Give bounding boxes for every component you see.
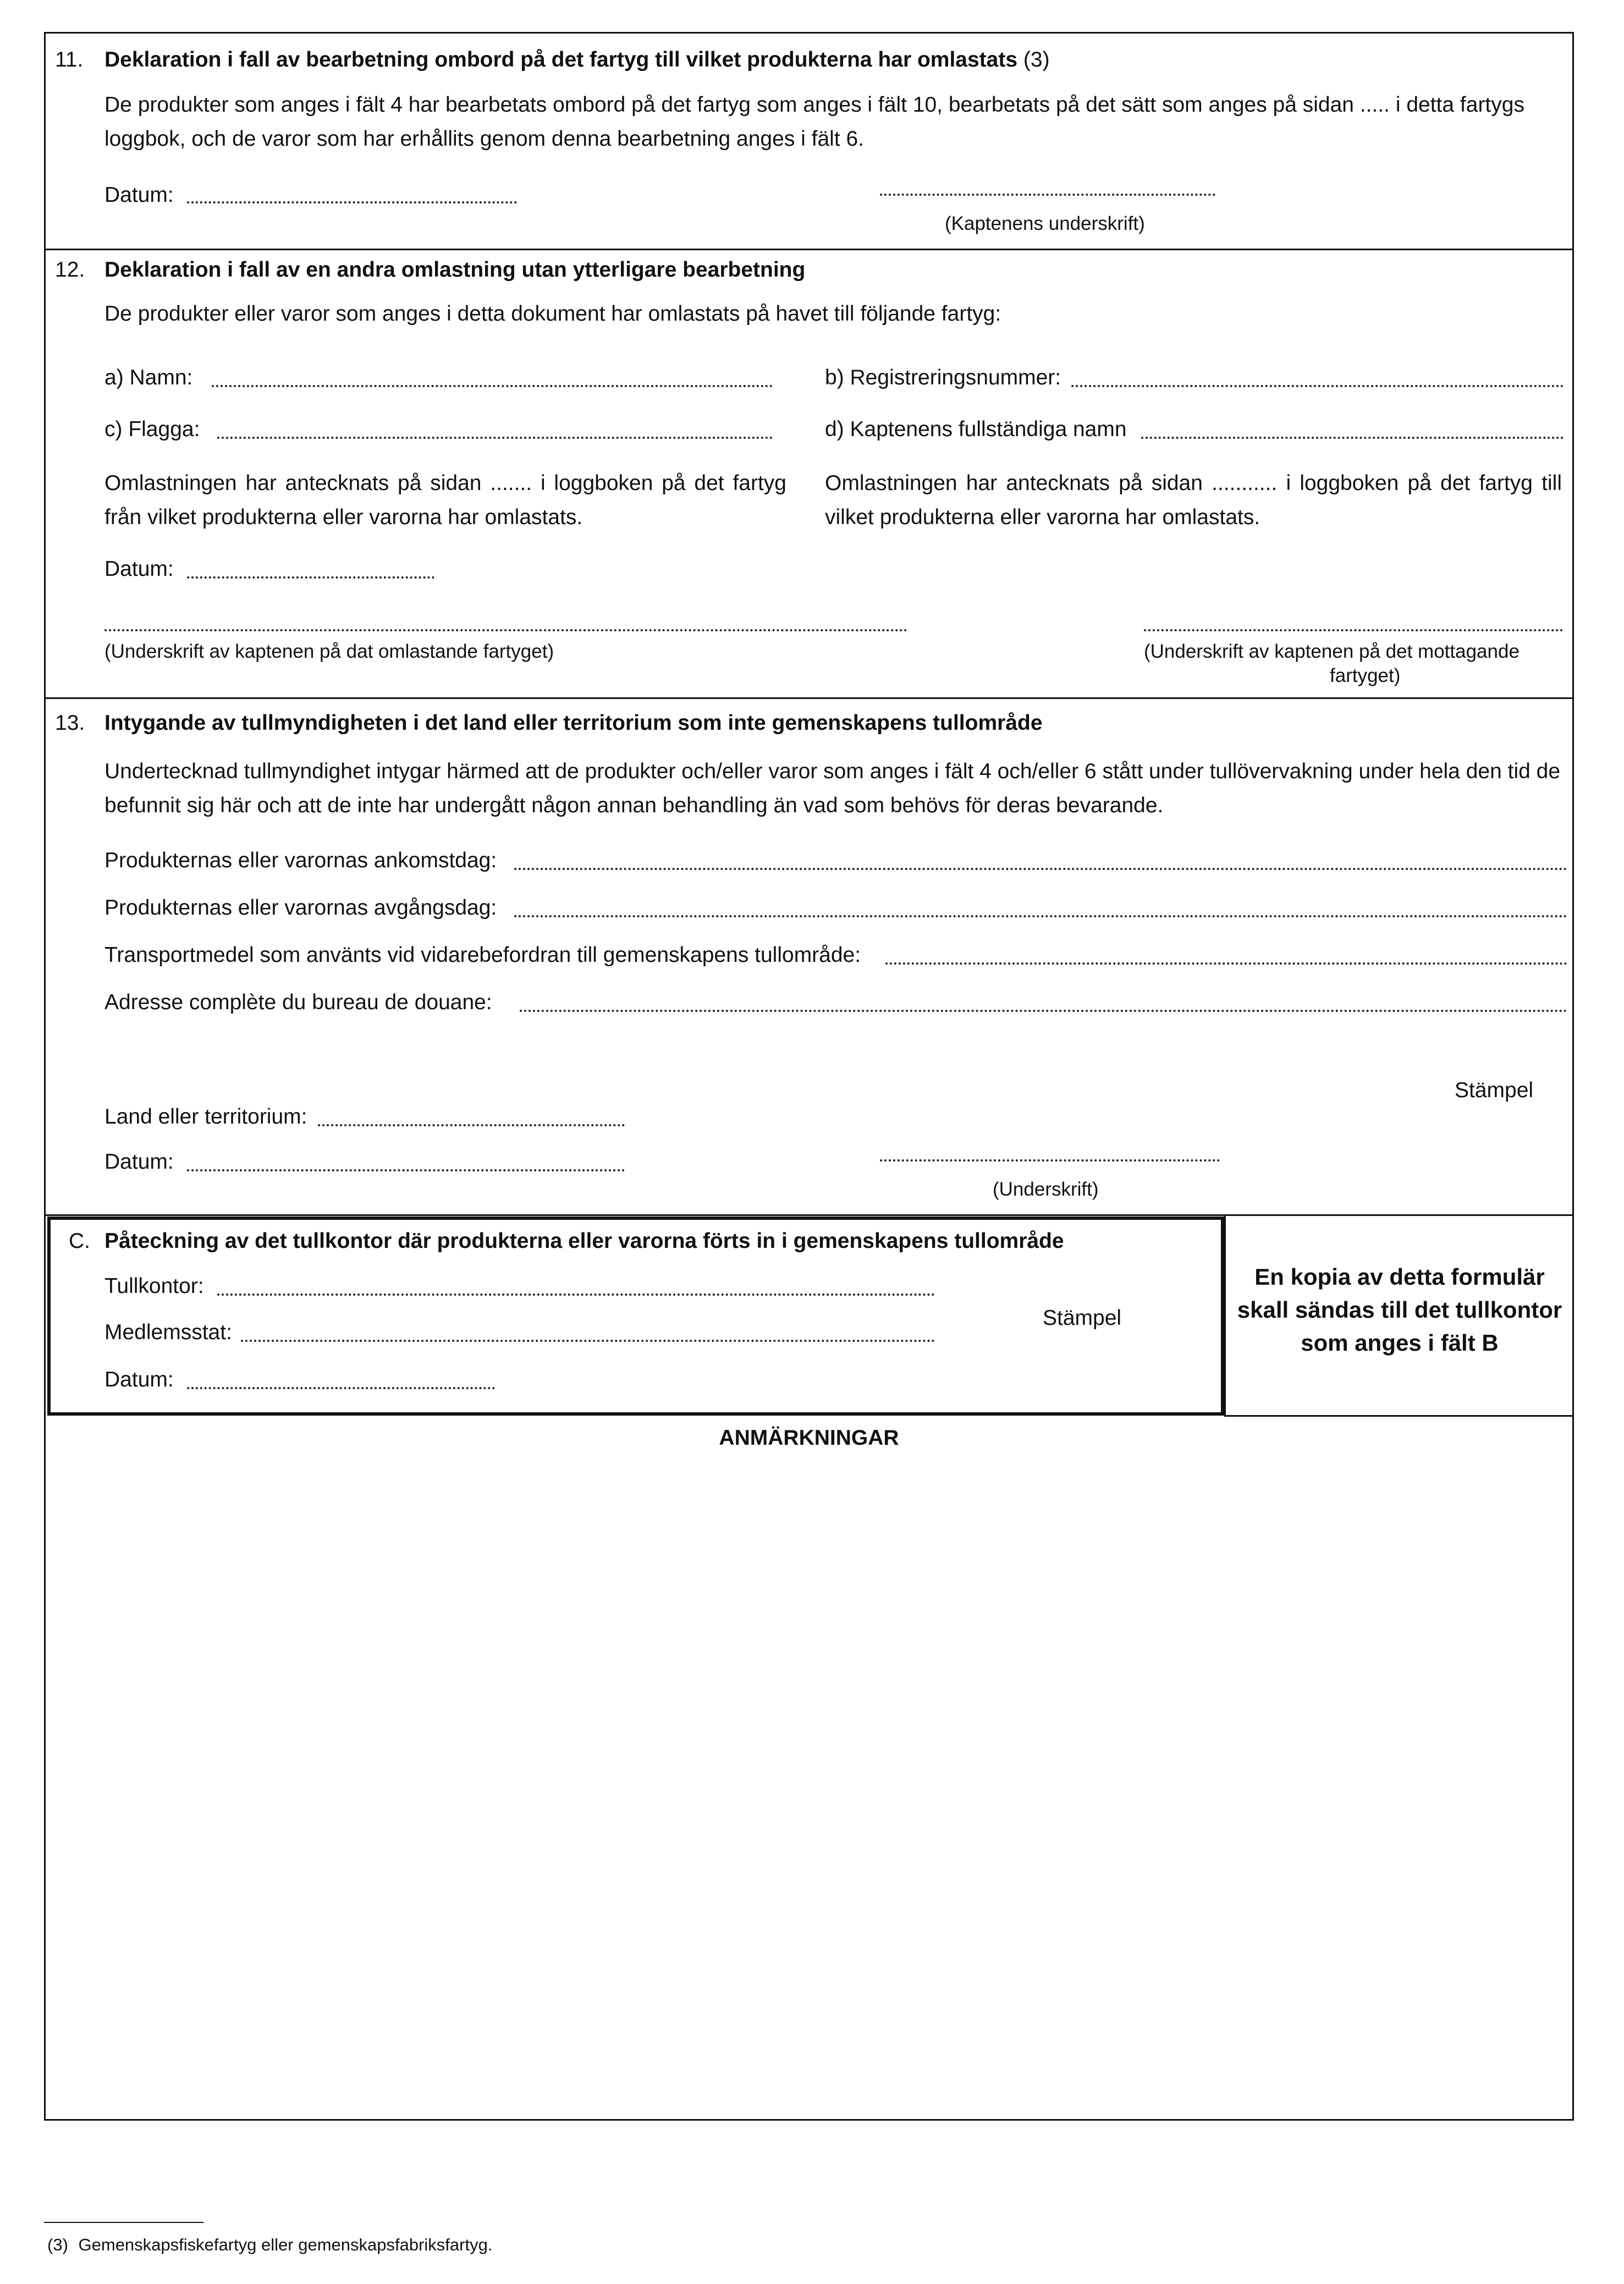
section-11-signature-field[interactable]	[880, 194, 1215, 196]
section-13-address-label: Adresse complète du bureau de douane:	[104, 990, 492, 1014]
section-13-title: Intygande av tullmyndigheten i det land eller territorium som inte gemenskapens tullområde	[104, 711, 1043, 735]
section-c-tullkontor-field[interactable]	[217, 1294, 935, 1296]
section-c-note	[1232, 1261, 1567, 1360]
section-c-number: C.	[69, 1229, 90, 1253]
divider-C-note	[1224, 1214, 1226, 1417]
section-c-note-line-1: En kopia av detta formulär	[1254, 1264, 1545, 1290]
divider-11-12	[44, 249, 1574, 250]
section-12-title: Deklaration i fall av en andra omlastning utan ytterligare bearbetning	[104, 258, 806, 282]
section-c-title: Påteckning av det tullkontor där produkterna eller varorna förts in i gemenskapens tullområde	[104, 1229, 1064, 1253]
section-12-right-signature-caption-1: (Underskrift av kaptenen på det mottagande	[1144, 641, 1520, 662]
footnote	[47, 2234, 492, 2256]
section-13-signature-field[interactable]	[880, 1159, 1220, 1162]
section-12-name-label: a) Namn:	[104, 366, 193, 389]
section-c-medlemsstat-field[interactable]	[241, 1340, 935, 1342]
section-13-datum-label: Datum:	[104, 1150, 174, 1174]
section-12-datum-label: Datum:	[104, 557, 174, 581]
section-12-left-signature-field[interactable]	[104, 629, 907, 631]
footnote-text: Gemenskapsfiskefartyg eller gemenskapsfabriksfartyg.	[78, 2235, 493, 2254]
section-c-note-line-3: som anges i fält B	[1301, 1330, 1499, 1356]
section-c-medlemsstat-label: Medlemsstat:	[104, 1320, 232, 1344]
section-13-address-field[interactable]	[520, 1010, 1567, 1012]
section-c-stamp-label: Stämpel	[1043, 1306, 1122, 1330]
section-12-flag-field[interactable]	[217, 437, 773, 439]
section-12-name-field[interactable]	[212, 385, 773, 387]
section-13-stamp-label: Stämpel	[1455, 1078, 1534, 1102]
section-11-title-text: Deklaration i fall av bearbetning ombord på det fartyg till vilket produkterna har omlastats	[104, 48, 1018, 71]
section-13-land-field[interactable]	[318, 1124, 625, 1126]
footnote-marker: (3)	[47, 2235, 68, 2254]
remarks-title: ANMÄRKNINGAR	[719, 1426, 899, 1450]
section-12-flag-label: c) Flagga:	[104, 417, 200, 441]
section-12-captain-label: d) Kaptenens fullständiga namn	[825, 417, 1127, 441]
section-11-text: De produkter som anges i fält 4 har bearbetats ombord på det fartyg som anges i fält 10, bearbetats på det sätt som anges på sidan ..... i detta fartygs loggbok, och de varor som har erhållits genom denna bearbetning anges i fält 6.	[104, 93, 1524, 151]
section-c-note-line-2: skall sändas till det tullkontor	[1237, 1297, 1562, 1323]
section-12-text: De produkter eller varor som anges i detta dokument har omlastats på havet till följande fartyg:	[104, 302, 1001, 326]
section-11-number: 11.	[55, 48, 84, 71]
section-12-left-note: Omlastningen har antecknats på sidan ....... i loggboken på det fartyg från vilket produkterna eller varorna har omlastats.	[104, 471, 786, 529]
divider-13-C	[44, 1214, 1574, 1216]
section-13-transport-label: Transportmedel som använts vid vidarebefordran till gemenskapens tullområde:	[104, 943, 861, 967]
section-c-datum-field[interactable]	[187, 1387, 495, 1389]
section-13-arrival-label: Produkternas eller varornas ankomstdag:	[104, 849, 497, 872]
section-13-departure-label: Produkternas eller varornas avgångsdag:	[104, 896, 497, 920]
section-13-signature-caption: (Underskrift)	[993, 1179, 1099, 1200]
section-12-right-signature-field[interactable]	[1144, 629, 1563, 631]
section-13-land-label: Land eller territorium:	[104, 1105, 307, 1129]
section-13-datum-field[interactable]	[187, 1169, 625, 1171]
section-c-tullkontor-label: Tullkontor:	[104, 1274, 204, 1298]
section-13-arrival-field[interactable]	[514, 868, 1567, 870]
section-11-datum-label: Datum:	[104, 183, 174, 207]
section-13-transport-field[interactable]	[885, 962, 1567, 965]
section-13-departure-field[interactable]	[514, 915, 1567, 917]
section-12-right-signature-caption-2: fartyget)	[1330, 665, 1401, 686]
divider-C-remarks	[1224, 1415, 1574, 1417]
divider-12-13	[44, 697, 1574, 699]
remarks-area[interactable]	[47, 1463, 1571, 2117]
section-11-datum-field[interactable]	[187, 201, 517, 203]
section-13-text: Undertecknad tullmyndighet intygar härmed att de produkter och/eller varor som anges i fält 4 och/eller 6 stått under tullövervakning under hela den tid de befunnit sig här och att de inte har undergått någon annan behandling än vad som behövs för deras bevarande.	[104, 760, 1561, 817]
footnote-separator	[44, 2222, 203, 2223]
section-12-datum-field[interactable]	[187, 576, 434, 579]
section-13-number: 13.	[55, 711, 85, 735]
section-c-datum-label: Datum:	[104, 1368, 174, 1391]
section-11-title-ref: (3)	[1023, 48, 1050, 71]
section-12-left-signature-caption: (Underskrift av kaptenen på dat omlastande fartyget)	[104, 641, 554, 662]
section-11-title	[104, 46, 1050, 74]
section-12-regnr-label: b) Registreringsnummer:	[825, 366, 1061, 389]
section-11-signature-caption: (Kaptenens underskrift)	[945, 213, 1145, 234]
section-12-right-note: Omlastningen har antecknats på sidan ........... i loggboken på det fartyg till vilket produkterna eller varorna har omlastats.	[825, 471, 1562, 529]
section-12-number: 12.	[55, 258, 85, 282]
section-12-regnr-field[interactable]	[1071, 385, 1564, 387]
section-12-captain-field[interactable]	[1141, 437, 1564, 439]
